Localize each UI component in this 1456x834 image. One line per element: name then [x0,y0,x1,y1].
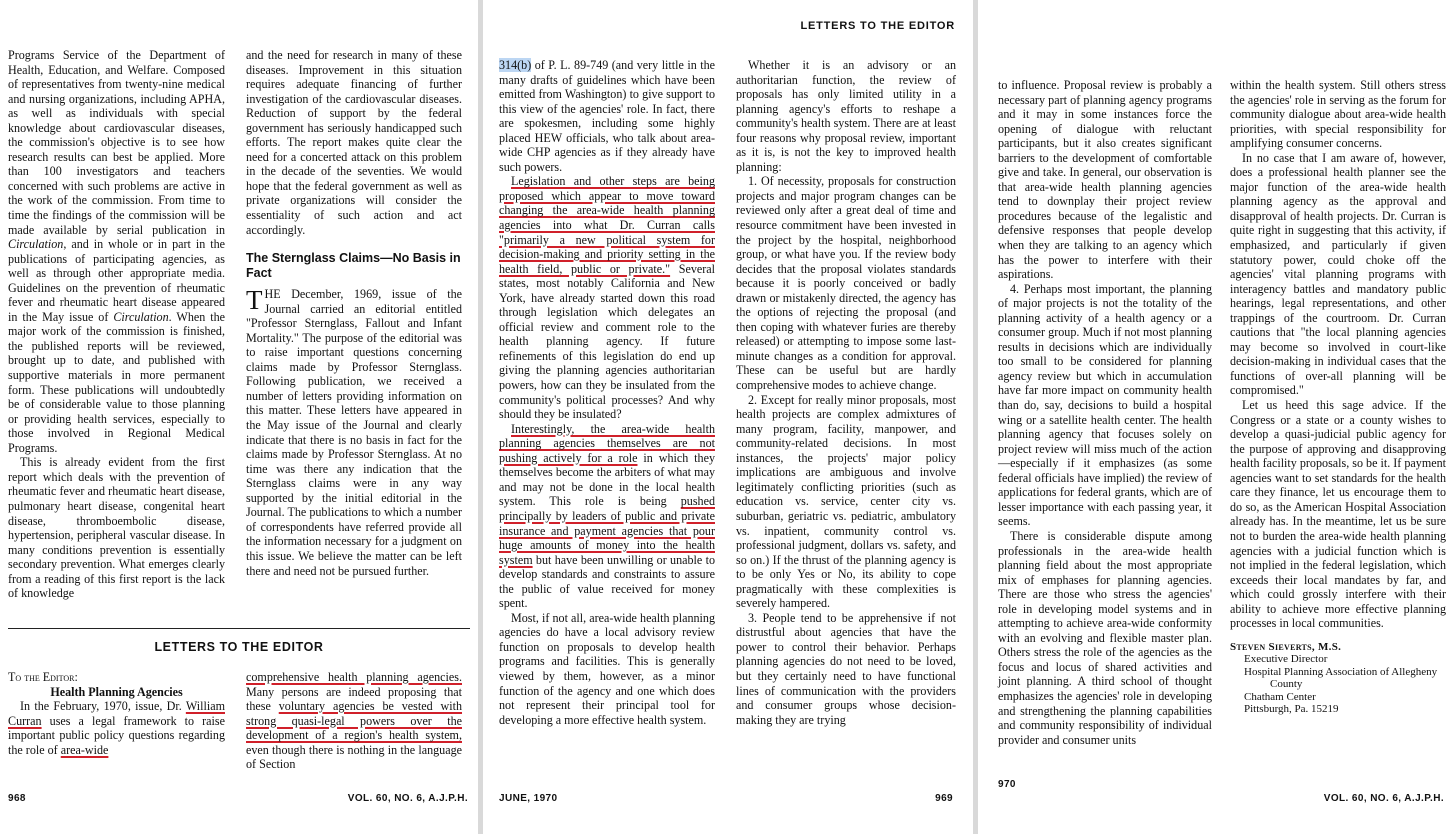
column-969-1 [499,58,715,727]
selected-text[interactable]: 314(b) [499,58,532,72]
paragraph: 314(b) of P. L. 89-749 (and very little in the many drafts of guidelines which have been emitted from Washington) to give support to this view of the agencies' role. In fact, there are spokesmen, including some highly placed HEW officials, who talk about area-wide CHP agencies as if they already have such powers. [499,58,715,174]
author-name: Steven Sieverts, M.S. [1230,640,1342,653]
letter-title: Health Planning Agencies [50,684,183,699]
paragraph: Most, if not all, area-wide health planning agencies do have a local advisory review function on proposals to develop health programs and facilities. This is generally viewed by them, however, as a minor function of the agency and one which does not represent their principal tool for developing a more effective health system. [499,610,715,727]
paragraph: This is already evident from the first report which deals with the prevention of rheumatic fever and rheumatic heart disease, pulmonary heart disease, congenital heart disease, thromboembolic disease, hypertension, peripheral vascular disease. In many conditions prevention is essentially secondary prevention. What emerges clearly from a reading of this first report is the lack of knowledge [8,455,225,601]
column-970-2 [1230,78,1446,716]
journal-citation: VOL. 60, NO. 6, A.J.P.H. [347,793,468,804]
paragraph: Whether it is an advisory or an authoritarian function, the review of proposals has only limited utility in a planning agency's efforts to reshape a community's health system. There are at least four reasons why proposal review, important as it is, is not the key to improved health planning: [736,58,956,174]
column-968-2 [246,48,462,578]
paragraph: within the health system. Still others stress the agencies' role in serving as the forum for community dialogue about area-wide health priorities, with special responsibility for amplifying consumer concerns. [1230,78,1446,151]
page-968 [0,0,478,834]
paragraph: In the February, 1970, issue, Dr. William Curran uses a legal framework to raise important public policy questions regarding the role of area-wide [8,699,225,757]
page-number: 969 [935,793,953,804]
column-968-letter-1 [8,670,225,757]
letters-heading: LETTERS TO THE EDITOR [154,640,324,654]
paragraph: Programs Service of the Department of Health, Education, and Welfare. Composed of representatives from twenty-nine medical and nursing organizations, including APHA, as well as individuals with special knowledge about cardiovascular diseases, the commission's objective is to see how research results can best be applied. More than 100 investigators and teachers concerned with such problems are active in the work of the commission. From time to time the findings of the commission will be made available by serial publication in Circulation, and in whole or in part in the publications of participating agencies, as well as through other appropriate media. Guidelines on the prevention of rheumatic fever and rheumatic heart disease appeared in the May issue of Circulation. When the major work of the commission is finished, the published reports will be reviewed, brought up to date, and published with supportive materials in more permanent form. These publications will undoubtedly be of considerable value to those planning or providing health services, especially to those involved in Regional Medical Programs. [8,48,225,455]
paragraph: to influence. Proposal review is probably a necessary part of planning agency programs and it may in some instances force the opening of dialogue with reluctant participants, but it also creates significant barriers to the development of comfortable give and take. In general, our observation is that area-wide health planning agencies tend to downplay their project review procedures because of the legalistic and defensive responses that people develop when they are talking to an agency which has the power to interfere with their aspirations. [998,78,1212,282]
paragraph: Interestingly, the area-wide health planning agencies themselves are not pushing actively for a role in which they themselves become the arbiters of what may and may not be done in the local health system. This role is being pushed principally by leaders of public and private insurance and payment agencies that pour huge amounts of money into the health system but have been unwilling or unable to develop standards and constraints to assure the public of value received for money spent. [499,421,715,611]
paragraph: 4. Perhaps most important, the planning of major projects is not the totality of the planning activity of a health agency or a consumer group. Much if not most planning results in decisions which are individually too small to be considered for planning agency review but which in accumulation have far more impact on community health than do, say, decisions to build a hospital wing or a satellite health center. The health planning agency that focuses solely on project review will miss much of the action—especially if it emphasizes (as some federal officials have implied) the review of applications for federal grants, which are of lesser importance with each passing year, it seems. [998,281,1212,529]
section-heading: The Sternglass Claims—No Basis in Fact [246,251,461,281]
column-969-2 [736,58,956,727]
issue-date: JUNE, 1970 [499,793,558,804]
journal-citation: VOL. 60, NO. 6, A.J.P.H. [1323,793,1444,804]
page-970 [978,0,1456,834]
page-number: 970 [998,779,1016,790]
running-head: LETTERS TO THE EDITOR [800,20,955,32]
column-968-letter-2 [246,670,462,772]
column-970-1 [998,78,1212,747]
paragraph: and the need for research in many of these diseases. Improvement in this situation requires adequate financing of further investigation of the cardiovascular diseases. Reduction of support by the federal government has seriously handicapped such efforts. The report makes quite clear the need for a concerted attack on this problem in the decade of the seventies. We would hope that the federal government as well as private organizations will consider the essentiality of such action and act accordingly. [246,48,462,237]
paragraph: THE December, 1969, issue of the Journal carried an editorial entitled "Professor Sternglass, Fallout and Infant Mortality." The purpose of the editorial was to raise important questions concerning claims made by Professor Sternglass. Following publication, we received a number of letters providing information on this matter. These letters have appeared in the May issue of the Journal and clearly indicate that there is no basis in fact for the claims made by Professor Sternglass. At no time was there any indication that the Sternglass claims were in any way supported by the initial editorial in the Journal. The publications to which a number of correspondents have referred provide all the information necessary for a judgment on this issue. We believe the matter can be left there and need not be pursued further. [246,285,462,578]
paragraph: Let us heed this sage advice. If the Congress or a state or a county wishes to develop a quasi-judicial public agency for the purpose of approving and disapproving health facility proposals, so be it. If payment agencies want to set standards for the health care they finance, let us encourage them to do so, as the American Hospital Association already has. In the meantime, let us be sure not to burden the area-wide health planning agencies with a judicial function which is not implied in the federal legislation, which exceeds their local mandates by far, and which could grossly interfere with their ability to achieve more effective planning processes in local communities. [1230,398,1446,631]
paragraph: 3. People tend to be apprehensive if not distrustful about agencies that have the power to control their behavior. Perhaps planning agencies do not need to be loved, but they certainly need to have functional lines of communication with the providers and consumer groups whose decision-making they are trying [736,610,956,727]
paragraph: comprehensive health planning agencies. Many persons are indeed proposing that these voluntary agencies be vested with strong quasi-legal powers over the development of a region's health system, even though there is nothing in the language of Section [246,670,463,772]
page-969 [483,0,973,834]
salutation: To the Editor: [8,670,78,684]
paragraph: There is considerable dispute among professionals in the area-wide health planning field about the most appropriate mix of emphases for planning agencies. There are those who stress the agencies' role in developing model systems and in attempting to achieve area-wide conformity with an evolving and flexible master plan. Others stress the role of the agencies as the focus and locus of shared activities and joint planning. A third school of thought emphasizes the agencies' role in developing and strengthening the planning capabilities and community responsibility of individual provider and consumer units [998,528,1212,747]
drop-cap: T [246,285,263,316]
page-number: 968 [8,793,26,804]
divider [8,628,470,629]
paragraph: 2. Except for really minor proposals, most health projects are complex admixtures of many program, facility, manpower, and community-related decisions. In most instances, the projects' major policy implications are ambiguous and involve legitimately conflicting priorities (such as education vs. service, center city vs. suburban, geriatric vs. pediatric, ambulatory vs. inpatient, community control vs. professional judgment, dollars vs. safety, and so on.) If the thrust of the planning agency is to be only Yes or No, its ability to cope pragmatically with these complexities is severely hampered. [736,392,956,611]
paragraph: Legislation and other steps are being proposed which appear to move toward changing the area-wide health planning agencies into what Dr. Curran calls "primarily a new political system for decision-making and priority setting in the health field, public or private." Several states, most notably California and New York, have already started down this road through legislation which delegates an official review and comment role to the health planning agency. If future refinements of this legislation do end up giving the planning agencies authoritarian powers, how can they be insulated from the community's political processes? And why should they be insulated? [499,174,715,422]
signature-block: Steven Sieverts, M.S. Executive Director Hospital Planning Association of Allegheny County Chatham Center Pittsburgh, Pa. 15219 [1230,641,1446,716]
paragraph: In no case that I am aware of, however, does a professional health planner see the major function of the area-wide health planning agency as the approval and disapproval of health projects. Dr. Curran is quite right in suggesting that this activity, if emphasized, and particularly if given statutory power, could choke off the agencies' vital planning programs with interagency battles and mandatory public hearings, legal representations, and other trappings of the courtroom. Dr. Curran cautions that "the local planning agencies may become so involved in court-like decision-making in individual cases that the functions of over-all planning will be compromised." [1230,150,1446,398]
paragraph: 1. Of necessity, proposals for construction projects and major program changes can be reviewed only after a great deal of time and resource commitment have been invested in the project by the hospital, neighborhood group, or what have you. If the review body decides that the proposal violates standards because it is poorly conceived or badly drawn or mistakenly directed, the agency has the options of rejecting the proposal (and then coping with whatever furies are thereby released) or attempting to impose some last-minute changes as a condition for approval. These can be useful but are hardly comprehensive modes to achieve change. [736,174,956,393]
column-968-1 [8,48,225,601]
